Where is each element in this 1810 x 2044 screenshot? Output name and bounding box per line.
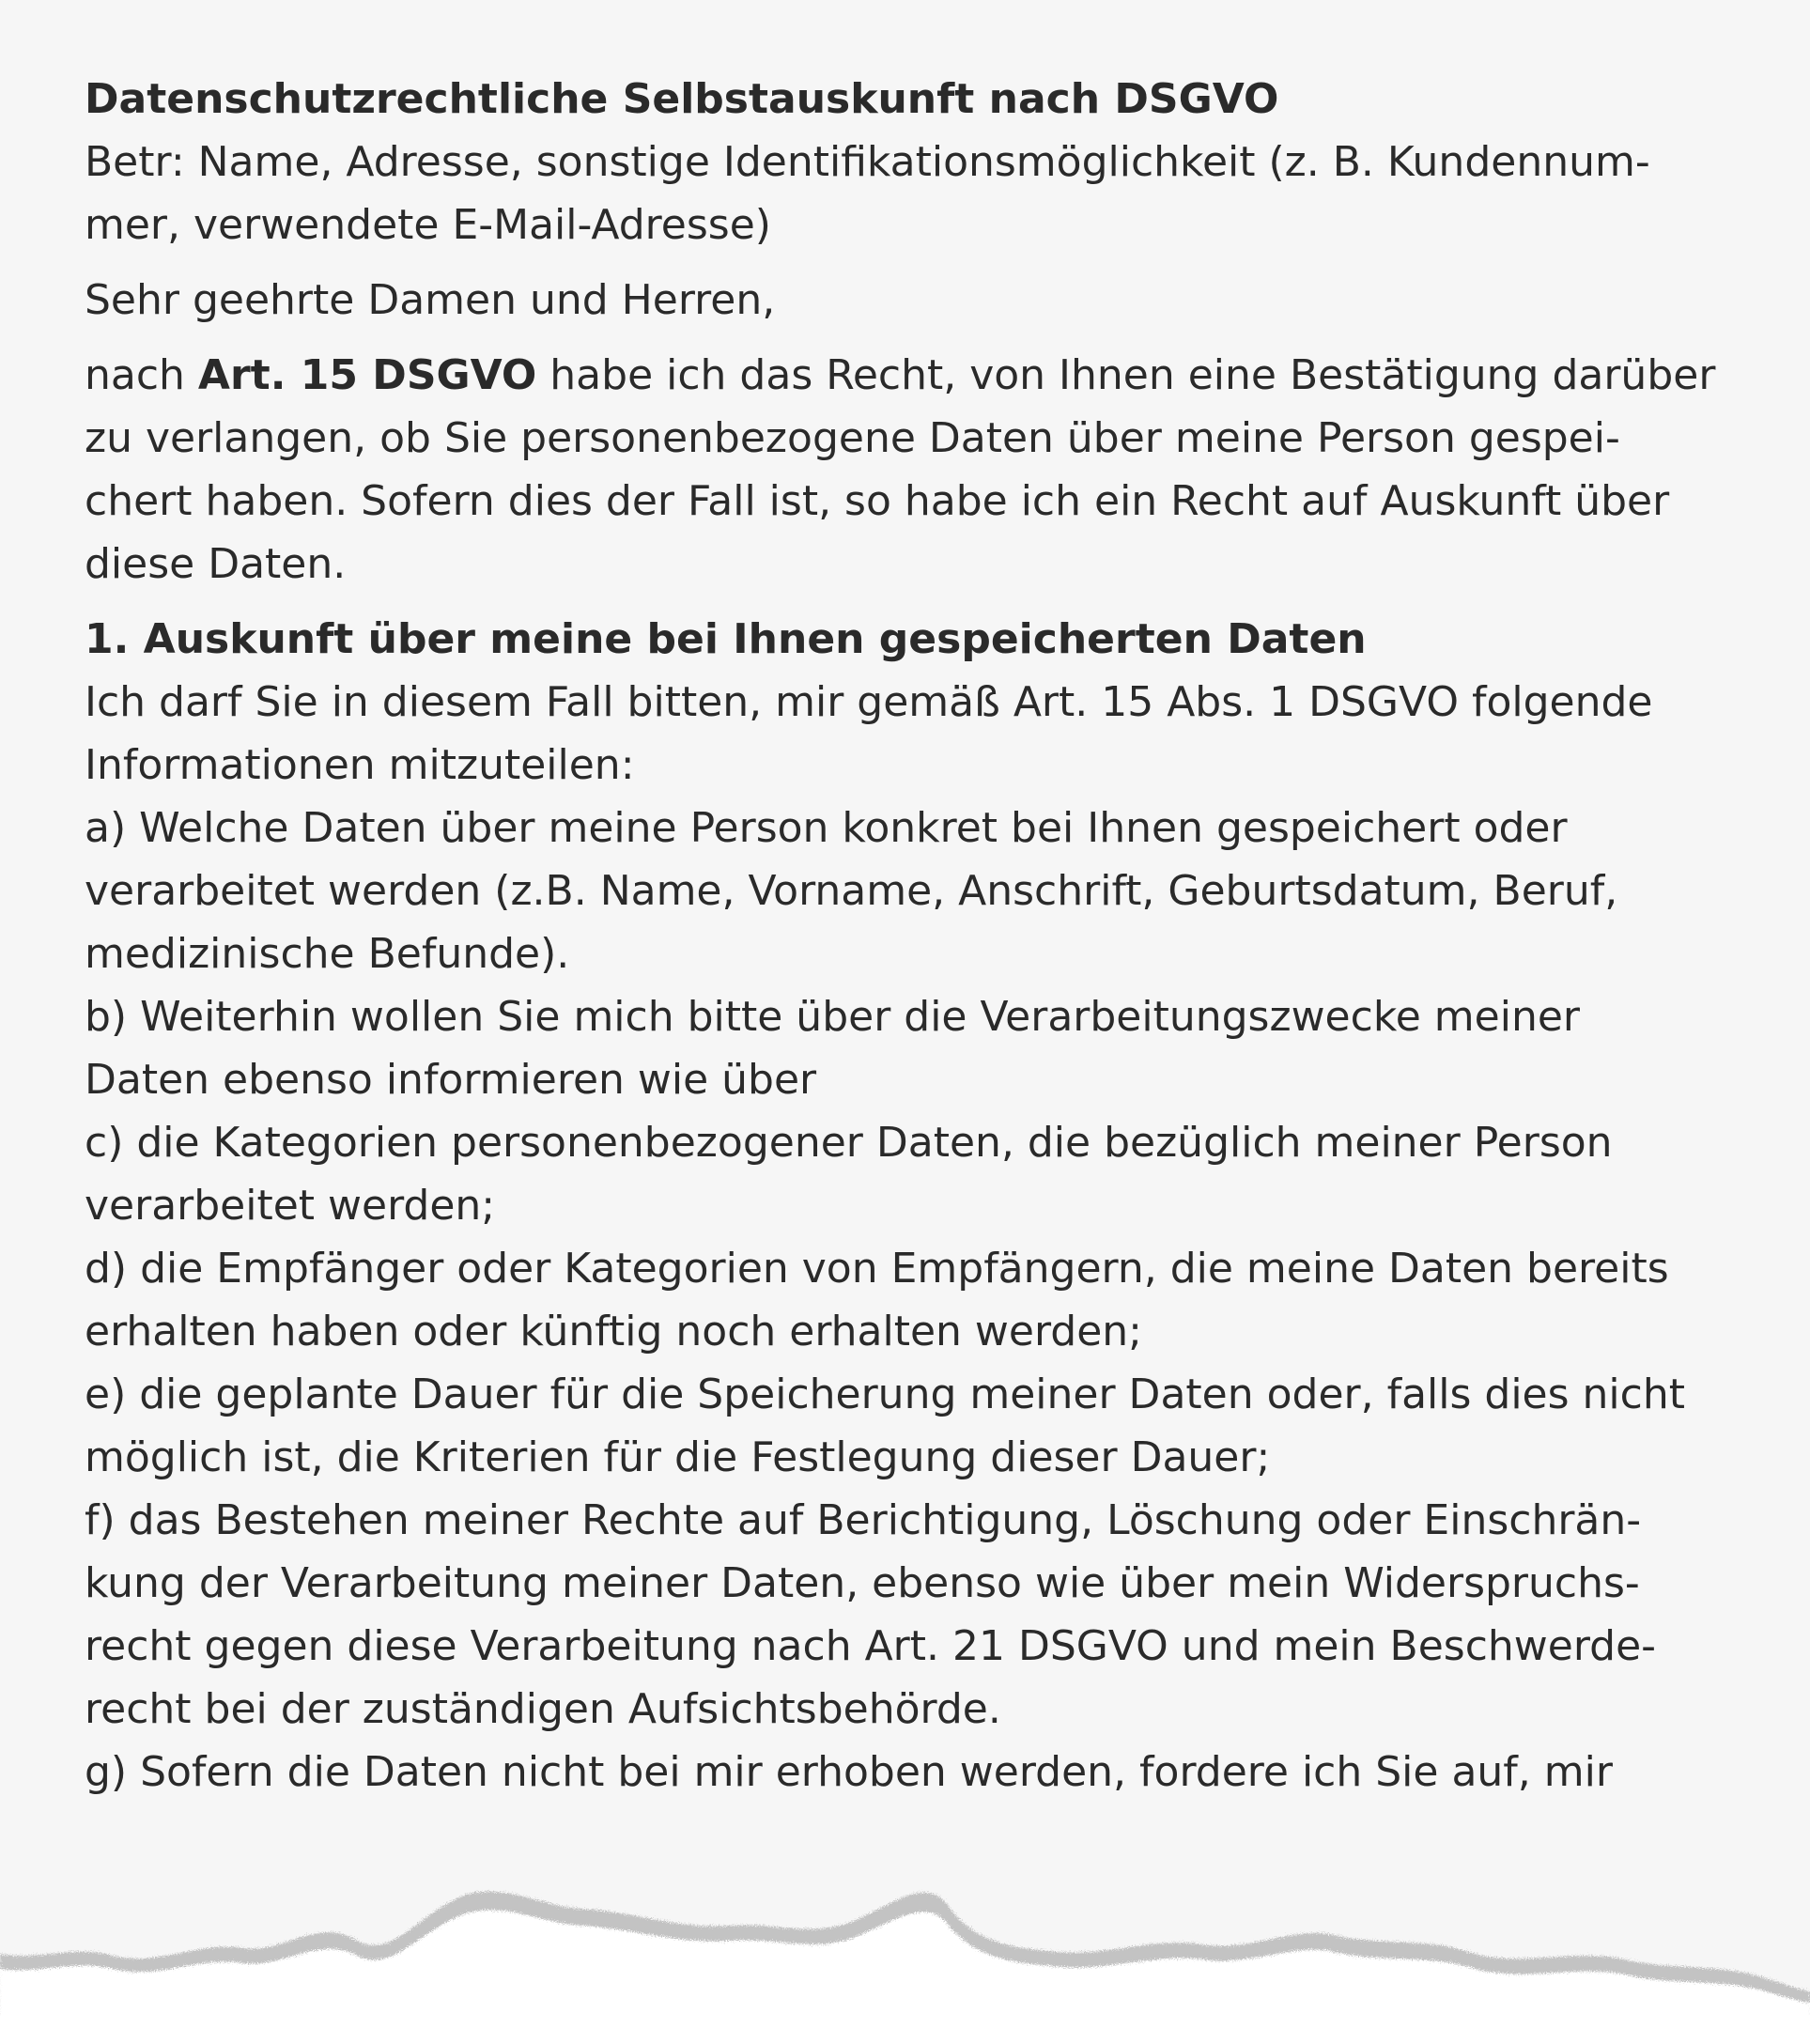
legal-reference: Art. 15 DSGVO <box>197 351 537 399</box>
section-line: kung der Verarbeitung meiner Daten, ebenso wie über mein Widerspruchs- <box>85 1559 1640 1607</box>
document-title: Datenschutzrechtliche Selbstauskunft nach DSGVO <box>85 75 1279 123</box>
intro-line-3: chert haben. Sofern dies der Fall ist, so habe ich ein Recht auf Auskunft über <box>85 477 1670 525</box>
section-line: recht gegen diese Verarbeitung nach Art. 21 DSGVO und mein Beschwerde- <box>85 1622 1657 1670</box>
list-item-g: g) Sofern die Daten nicht bei mir erhoben werden, fordere ich Sie auf, mir <box>85 1748 1613 1796</box>
section-line: erhalten haben oder künftig noch erhalten werden; <box>85 1308 1142 1355</box>
paragraph-gap <box>85 596 1738 608</box>
section-heading: 1. Auskunft über meine bei Ihnen gespeicherten Daten <box>85 615 1367 663</box>
section-line: recht bei der zuständigen Aufsichtsbehörde. <box>85 1685 1001 1733</box>
bottom-margin <box>0 2016 1810 2044</box>
section-line: Daten ebenso informieren wie über <box>85 1056 817 1104</box>
letter-text <box>85 68 1738 1804</box>
section-line: verarbeitet werden; <box>85 1182 496 1230</box>
intro-line-4: diese Daten. <box>85 540 347 588</box>
list-item-d: d) die Empfänger oder Kategorien von Empfängern, die meine Daten bereits <box>85 1245 1669 1293</box>
torn-paper-edge <box>0 1850 1810 2044</box>
section-line: Informationen mitzuteilen: <box>85 741 635 789</box>
list-item-a: a) Welche Daten über meine Person konkret bei Ihnen gespeichert oder <box>85 804 1568 852</box>
intro-suffix: habe ich das Recht, von Ihnen eine Bestätigung darüber <box>536 351 1716 399</box>
section-line: möglich ist, die Kriterien für die Festlegung dieser Dauer; <box>85 1433 1271 1481</box>
subject-line-2: mer, verwendete E-Mail-Adresse) <box>85 201 771 249</box>
section-line: medizinische Befunde). <box>85 930 570 978</box>
section-line: verarbeitet werden (z.B. Name, Vorname, Anschrift, Geburtsdatum, Beruf, <box>85 867 1618 915</box>
list-item-e: e) die geplante Dauer für die Speicherung meiner Daten oder, falls dies nicht <box>85 1370 1685 1418</box>
list-item-c: c) die Kategorien personenbezogener Daten, die bezüglich meiner Person <box>85 1119 1613 1167</box>
paragraph-gap <box>85 332 1738 344</box>
section-line: Ich darf Sie in diesem Fall bitten, mir gemäß Art. 15 Abs. 1 DSGVO folgende <box>85 678 1653 726</box>
list-item-b: b) Weiterhin wollen Sie mich bitte über die Verarbeitungszwecke meiner <box>85 993 1580 1041</box>
intro-line-2: zu verlangen, ob Sie personenbezogene Daten über meine Person gespei- <box>85 414 1620 462</box>
salutation: Sehr geehrte Damen und Herren, <box>85 276 776 324</box>
intro-prefix: nach <box>85 351 198 399</box>
paragraph-gap <box>85 256 1738 269</box>
list-item-f: f) das Bestehen meiner Rechte auf Berichtigung, Löschung oder Einschrän- <box>85 1496 1642 1544</box>
subject-line-1: Betr: Name, Adresse, sonstige Identifikationsmöglichkeit (z. B. Kundennum- <box>85 138 1650 186</box>
intro-line-1 <box>85 344 1738 407</box>
